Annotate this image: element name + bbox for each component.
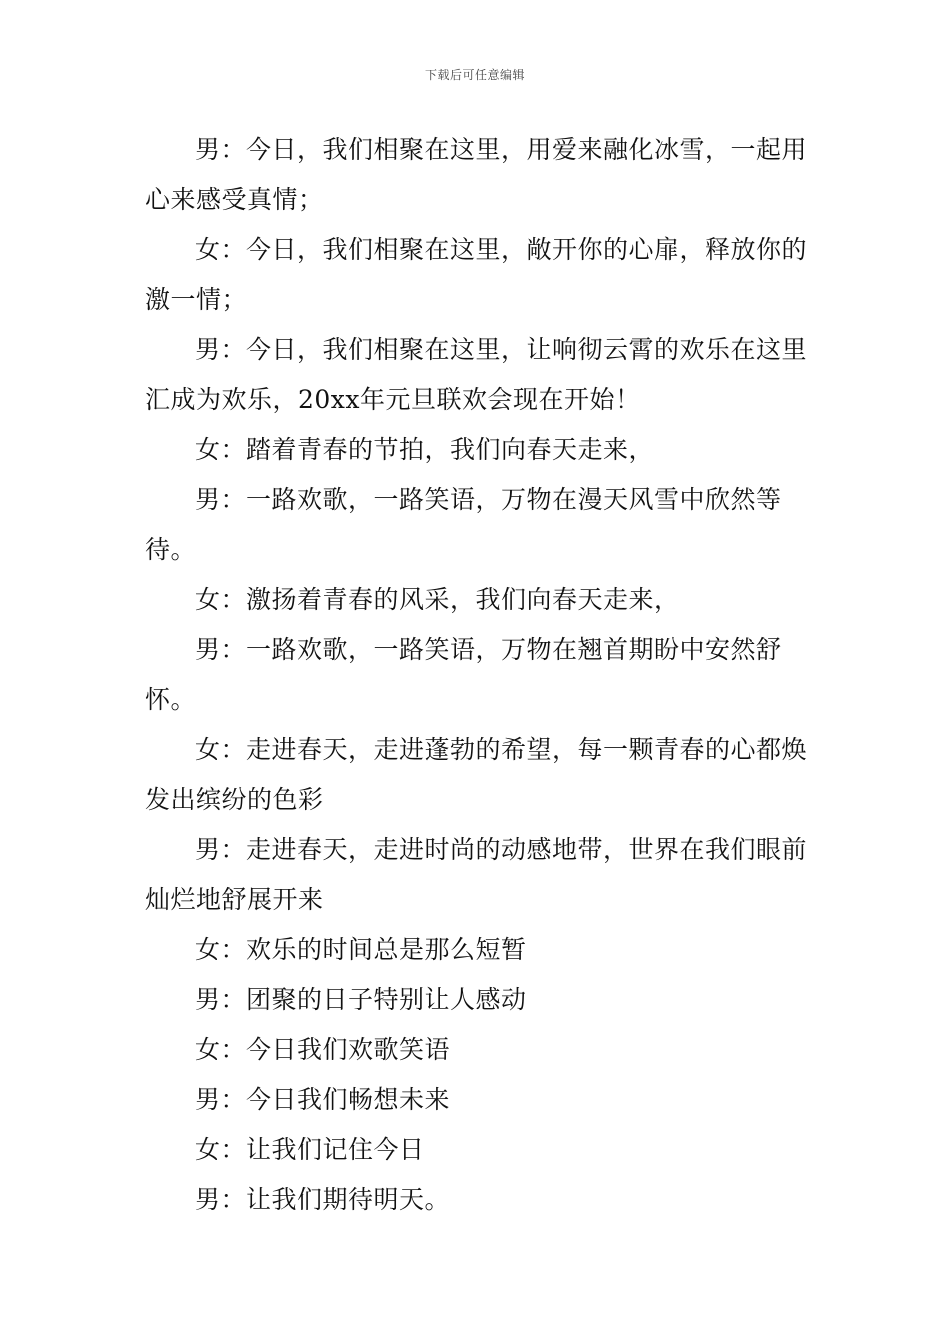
dialogue-paragraph: 女：欢乐的时间总是那么短暂 xyxy=(195,935,527,964)
page-header: 下载后可任意编辑 xyxy=(424,68,525,82)
dialogue-paragraph: 男：走进春天，走进时尚的动感地带，世界在我们眼前灿烂地舒展开来 xyxy=(145,835,808,914)
dialogue-paragraph: 男：今日，我们相聚在这里，让响彻云霄的欢乐在这里汇成为欢乐，20xx年元旦联欢会现在开始！ xyxy=(145,335,808,414)
dialogue-paragraph: 男：今日，我们相聚在这里，用爱来融化冰雪，一起用心来感受真情； xyxy=(145,135,808,214)
dialogue-paragraph: 男：让我们期待明天。 xyxy=(195,1185,451,1214)
document-body xyxy=(145,125,810,1225)
dialogue-paragraph: 女：踏着青春的节拍，我们向春天走来， xyxy=(195,435,655,464)
dialogue-paragraph: 男：一路欢歌，一路笑语，万物在翘首期盼中安然舒怀。 xyxy=(145,635,782,714)
dialogue-paragraph: 女：让我们记住今日 xyxy=(195,1135,425,1164)
dialogue-paragraph: 女：今日，我们相聚在这里，敞开你的心扉，释放你的激一情； xyxy=(145,235,808,314)
dialogue-paragraph: 女：今日我们欢歌笑语 xyxy=(195,1035,451,1064)
dialogue-paragraph: 男：今日我们畅想未来 xyxy=(195,1085,451,1114)
dialogue-paragraph: 女：走进春天，走进蓬勃的希望，每一颗青春的心都焕发出缤纷的色彩 xyxy=(145,735,808,814)
dialogue-paragraph: 男：一路欢歌，一路笑语，万物在漫天风雪中欣然等待。 xyxy=(145,485,782,564)
dialogue-paragraph: 女：激扬着青春的风采，我们向春天走来， xyxy=(195,585,680,614)
dialogue-paragraph: 男：团聚的日子特别让人感动 xyxy=(195,985,527,1014)
